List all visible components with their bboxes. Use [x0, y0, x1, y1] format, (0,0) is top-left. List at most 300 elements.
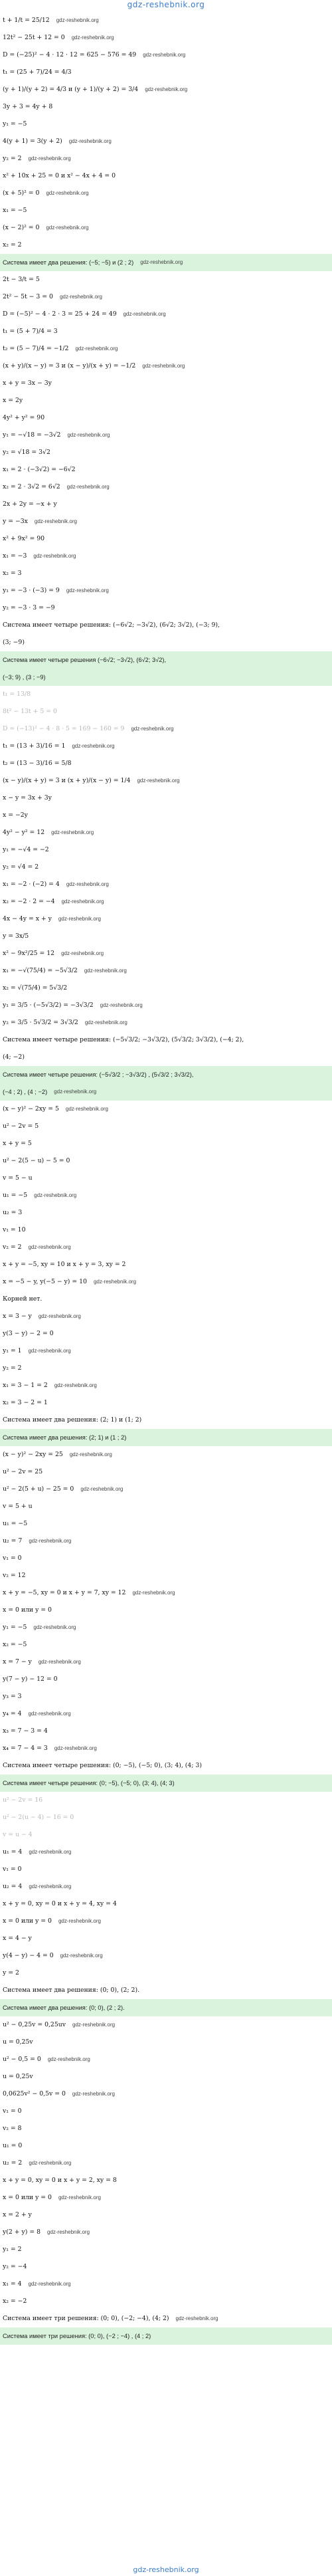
equation-line — [3, 29, 332, 47]
equation-line — [3, 1636, 332, 1654]
equation-text: y₁ = −√4 = −2 — [3, 846, 49, 853]
answer-text: Система имеет три решения: (0; 0), (−2 ; −4) , (4 ; 2) — [3, 2333, 151, 2339]
equation-line — [3, 1187, 332, 1204]
watermark: gdz-reshebnik.org — [54, 1382, 97, 1388]
equation-line — [3, 1394, 332, 1412]
equation-line — [3, 1533, 332, 1550]
equation-text: 0,0625v² − 0,5v = 0 — [3, 2090, 66, 2097]
watermark: gdz-reshebnik.org — [61, 899, 104, 905]
equation-line — [3, 2034, 332, 2051]
answer-line — [0, 1083, 332, 1101]
equation-text: y(3 − y) − 2 = 0 — [3, 1330, 54, 1337]
equation-text: u² − 2(u − 4) − 16 = 0 — [3, 1814, 74, 1821]
equation-text: t₂ = (13 − 3)/16 = 5/8 — [3, 760, 72, 767]
watermark: gdz-reshebnik.org — [67, 432, 110, 438]
answer-line — [0, 669, 332, 686]
watermark: gdz-reshebnik.org — [51, 829, 94, 835]
equation-line — [3, 1308, 332, 1325]
answer-text: (−4 ; 2) , (4 ; −2) — [3, 1089, 48, 1095]
watermark: gdz-reshebnik.org — [142, 363, 185, 369]
equation-text: x = 2y — [3, 397, 23, 404]
equation-text: t₁ = (13 + 3)/16 = 1 — [3, 742, 66, 750]
equation-line — [3, 1101, 332, 1118]
equation-line — [3, 772, 332, 790]
equation-text: x + y = −5, xy = 0 и x + y = 7, xy = 12 — [3, 1589, 126, 1596]
equation-line — [3, 323, 332, 340]
watermark: gdz-reshebnik.org — [33, 553, 76, 559]
equation-line — [3, 599, 332, 617]
watermark: gdz-reshebnik.org — [80, 1486, 124, 1492]
equation-line — [3, 2051, 332, 2068]
watermark: gdz-reshebnik.org — [65, 1106, 108, 1112]
equation-text: u² − 2v = 16 — [3, 1796, 43, 1804]
equation-text: u₁ = 4 — [3, 1848, 23, 1856]
equation-text: x = −5 − y, y(−5 − y) = 10 — [3, 1278, 87, 1285]
equation-text: Корней нет. — [3, 1295, 42, 1303]
equation-text: x + y = −5, xy = 10 и x + y = 3, xy = 2 — [3, 1261, 126, 1268]
equation-text: x₃ = 7 − 3 = 4 — [3, 1727, 48, 1735]
equation-text: u₁ = −5 — [3, 1192, 28, 1199]
equation-text: x₁ = −√(75/4) = −5√3/2 — [3, 967, 78, 974]
equation-line — [3, 1809, 332, 1826]
watermark: gdz-reshebnik.org — [84, 1020, 127, 1025]
equation-line — [3, 1671, 332, 1688]
equation-line — [3, 1239, 332, 1256]
equation-text: y₄ = 4 — [3, 1710, 22, 1717]
equation-text: x² + 10x + 25 = 0 и x² − 4x + 4 = 0 — [3, 172, 116, 179]
watermark: gdz-reshebnik.org — [61, 950, 104, 956]
equation-line — [3, 1982, 332, 1999]
equation-text: x = 2 + y — [3, 2211, 32, 2218]
equation-line — [3, 1792, 332, 1809]
answer-line — [0, 254, 332, 271]
answer-text: Система имеет два решения: (−5; −5) и (2 ; 2) — [3, 259, 134, 266]
watermark: gdz-reshebnik.org — [29, 1849, 72, 1855]
equation-line — [3, 790, 332, 807]
equation-text: x = 4 − y — [3, 1935, 32, 1942]
equation-text: u = 0,25v — [3, 2073, 33, 2080]
equation-line — [3, 1705, 332, 1723]
watermark: gdz-reshebnik.org — [66, 484, 110, 490]
equation-text: (x + y)/(x − y) = 3 и (x − y)/(x + y) = −1/2 — [3, 362, 136, 370]
equation-text: x₂ = 3 − 2 = 1 — [3, 1399, 48, 1406]
equation-line — [3, 1031, 332, 1049]
watermark: gdz-reshebnik.org — [60, 1953, 103, 1959]
watermark: gdz-reshebnik.org — [72, 743, 115, 749]
equation-text: x = 3 − y — [3, 1313, 32, 1320]
answer-text: Система имеет четыре решения: (−5√3/2 ; −3√3/2) , (5√3/2 ; 3√3/2), — [3, 1071, 194, 1078]
equation-line — [3, 2172, 332, 2189]
watermark: gdz-reshebnik.org — [123, 311, 166, 317]
equation-text: u = 0,25v — [3, 2038, 33, 2046]
equation-line — [3, 841, 332, 859]
equation-text: v = u − 4 — [3, 1831, 33, 1838]
equation-text: y = −3x — [3, 518, 28, 525]
watermark: gdz-reshebnik.org — [28, 1244, 71, 1250]
equation-line — [3, 1861, 332, 1878]
equation-text: Система имеет четыре решения: (−6√2; −3√2), (6√2; 3√2), (−3; 9), — [3, 621, 220, 629]
answer-line — [0, 1429, 332, 1446]
equation-text: x₂ = −5 — [3, 1641, 27, 1648]
equation-line — [3, 634, 332, 651]
watermark: gdz-reshebnik.org — [56, 17, 99, 23]
equation-line — [3, 1619, 332, 1636]
equation-line — [3, 64, 332, 81]
equation-text: y₁ = 1 — [3, 1347, 22, 1354]
equation-text: 12t² − 25t + 12 = 0 — [3, 34, 65, 41]
equation-line — [3, 962, 332, 980]
equation-line — [3, 1602, 332, 1619]
equation-text: Система имеет четыре решения: (0; −5), (−5; 0), (3; 4), (4; 3) — [3, 1762, 202, 1769]
watermark: gdz-reshebnik.org — [100, 1002, 143, 1008]
equation-line — [3, 1152, 332, 1170]
equation-text: Система имеет два решения: (2; 1) и (1; 2) — [3, 1416, 142, 1424]
equation-line — [3, 116, 332, 133]
watermark: gdz-reshebnik.org — [28, 1711, 71, 1717]
watermark: gdz-reshebnik.org — [46, 190, 89, 196]
equation-text: u₂ = 2 — [3, 2159, 23, 2167]
equation-line — [3, 185, 332, 202]
watermark: gdz-reshebnik.org — [58, 2195, 101, 2200]
equation-line — [3, 1135, 332, 1152]
watermark: gdz-reshebnik.org — [93, 1279, 137, 1285]
equation-line — [3, 720, 332, 738]
equation-line — [3, 2293, 332, 2310]
equation-line — [3, 893, 332, 911]
equation-line — [3, 2016, 332, 2034]
answer-line — [0, 1066, 332, 1083]
watermark: gdz-reshebnik.org — [28, 1348, 71, 1354]
equation-line — [3, 1550, 332, 1567]
equation-line — [3, 876, 332, 893]
equation-line — [3, 1049, 332, 1066]
equation-text: D = (−5)² − 4 · 2 · 3 = 25 + 24 = 49 — [3, 310, 117, 318]
equation-text: u² − 0,25v = 0,25uv — [3, 2021, 66, 2028]
equation-line — [3, 1204, 332, 1222]
watermark: gdz-reshebnik.org — [38, 1313, 81, 1319]
equation-line — [3, 1844, 332, 1861]
equation-text: x₁ = 2 · (−3√2) = −6√2 — [3, 466, 76, 473]
equation-text: y = 2 — [3, 1969, 19, 1977]
equation-text: x₂ = 2 — [3, 241, 22, 249]
equation-text: y₁ = −5 — [3, 1624, 27, 1631]
equation-line — [3, 2224, 332, 2241]
equation-line — [3, 1256, 332, 1273]
watermark: gdz-reshebnik.org — [66, 588, 109, 593]
equation-text: x² + 9x² = 90 — [3, 535, 45, 542]
watermark: gdz-reshebnik.org — [71, 35, 114, 41]
equation-line — [3, 1913, 332, 1930]
equation-line — [3, 1325, 332, 1342]
equation-line — [3, 530, 332, 548]
equation-text: v = 5 + u — [3, 1503, 33, 1510]
equation-line — [3, 2310, 332, 2327]
equation-line — [3, 1342, 332, 1360]
watermark: gdz-reshebnik.org — [84, 968, 127, 974]
watermark: gdz-reshebnik.org — [140, 259, 183, 265]
watermark: gdz-reshebnik.org — [132, 1590, 175, 1596]
equation-text: x₁ = 4 — [3, 2280, 22, 2288]
equation-text: x + y = 0, xy = 0 и x + y = 2, xy = 8 — [3, 2177, 117, 2184]
equation-text: 2t² − 5t − 3 = 0 — [3, 293, 53, 300]
equation-line — [3, 1498, 332, 1515]
equation-line — [3, 1481, 332, 1498]
equation-line — [3, 928, 332, 945]
equation-line — [3, 271, 332, 288]
equation-text: x₁ = −5 — [3, 207, 27, 214]
equation-line — [3, 1757, 332, 1774]
equation-line — [3, 2103, 332, 2120]
equation-line — [3, 461, 332, 479]
watermark: gdz-reshebnik.org — [54, 1745, 97, 1751]
equation-text: x₁ = −3 — [3, 552, 27, 560]
equation-line — [3, 479, 332, 496]
equation-line — [3, 1412, 332, 1429]
equation-line — [3, 1723, 332, 1740]
equation-text: v = 5 − u — [3, 1174, 33, 1182]
equation-text: y₂ = √4 = 2 — [3, 863, 39, 871]
equation-line — [3, 340, 332, 358]
equation-text: y₁ = 3/5 · (−5√3/2) = −3√3/2 — [3, 1002, 94, 1009]
answer-line — [0, 651, 332, 669]
watermark: gdz-reshebnik.org — [34, 1192, 77, 1198]
equation-line — [3, 1273, 332, 1291]
watermark: gdz-reshebnik.org — [143, 52, 186, 58]
equation-text: (x − 2)² = 0 — [3, 224, 40, 231]
equation-line — [3, 2068, 332, 2086]
equation-text: x = 0 или y = 0 — [3, 2194, 52, 2201]
answer-text: Система имеет четыре решения (−6√2; −3√2), (6√2; 3√2), — [3, 657, 167, 663]
equation-line — [3, 237, 332, 254]
equation-text: 4y² − y² = 12 — [3, 829, 45, 836]
watermark: gdz-reshebnik.org — [38, 1659, 81, 1665]
equation-text: u² − 2(5 − u) − 5 = 0 — [3, 1157, 70, 1164]
equation-text: x − y = 3x + 3y — [3, 794, 52, 802]
watermark: gdz-reshebnik.org — [47, 2056, 90, 2062]
answer-line — [0, 1774, 332, 1792]
watermark: gdz-reshebnik.org — [34, 518, 77, 524]
equation-text: x₄ = 7 − 4 = 3 — [3, 1745, 48, 1752]
equation-line — [3, 1947, 332, 1965]
equation-text: y₂ = −3 · 3 = −9 — [3, 604, 55, 611]
equation-line — [3, 81, 332, 98]
equation-text: x₂ = 3 — [3, 570, 22, 577]
equation-text: t₂ = (5 − 7)/4 = −1/2 — [3, 345, 69, 352]
equation-line — [3, 617, 332, 634]
equation-line — [3, 1584, 332, 1602]
equation-text: x₂ = −2 — [3, 2298, 27, 2305]
equation-text: y₃ = 3 — [3, 1693, 22, 1700]
equation-text: t₁ = (5 + 7)/4 = 3 — [3, 328, 58, 335]
watermark: gdz-reshebnik.org — [137, 778, 180, 784]
equation-text: u² − 2(5 + u) − 25 = 0 — [3, 1485, 74, 1493]
answer-line — [0, 1999, 332, 2016]
watermark: gdz-reshebnik.org — [29, 2160, 72, 2166]
equation-text: y = 3x/5 — [3, 932, 29, 940]
equation-line — [3, 1688, 332, 1705]
equation-line — [3, 824, 332, 841]
watermark: gdz-reshebnik.org — [58, 1918, 101, 1924]
equation-text: u² − 0,5 = 0 — [3, 2056, 41, 2063]
equation-line — [3, 1567, 332, 1584]
equation-text: v₁ = 10 — [3, 1226, 26, 1234]
equation-line — [3, 1360, 332, 1377]
equation-line — [3, 409, 332, 427]
equation-line — [3, 358, 332, 375]
equation-text: 8t² − 13t + 5 = 0 — [3, 708, 57, 715]
answer-text: Система имеет два решения: (2; 1) и (1 ; 2) — [3, 1434, 127, 1441]
watermark: gdz-reshebnik.org — [29, 1883, 72, 1889]
equation-text: v₁ = 0 — [3, 1555, 22, 1562]
equation-text: u₂ = 4 — [3, 1883, 23, 1890]
equation-text: y₁ = 2 — [3, 2246, 22, 2253]
equation-text: x = −2y — [3, 811, 28, 819]
equation-line — [3, 945, 332, 962]
equation-text: x₁ = 3 − 1 = 2 — [3, 1382, 48, 1389]
equation-text: x₂ = −2 · 2 = −4 — [3, 898, 55, 905]
equation-line — [3, 1118, 332, 1135]
equation-text: x + y = 3x − 3y — [3, 379, 52, 387]
equation-line — [3, 219, 332, 237]
equation-text: x₂ = 2 · 3√2 = 6√2 — [3, 483, 60, 490]
watermark: gdz-reshebnik.org — [145, 86, 188, 92]
equation-line — [3, 686, 332, 703]
equation-text: y(2 + y) = 8 — [3, 2228, 41, 2236]
watermark: gdz-reshebnik.org — [29, 1538, 72, 1544]
equation-text: u₁ = −5 — [3, 1520, 28, 1527]
equation-line — [3, 1222, 332, 1239]
equation-line — [3, 755, 332, 772]
equation-text: x₂ = √(75/4) = 5√3/2 — [3, 984, 68, 992]
equation-text: D = (−13)² − 4 · 8 · 5 = 169 − 160 = 9 — [3, 725, 125, 732]
equation-line — [3, 1878, 332, 1895]
watermark: gdz-reshebnik.org — [59, 294, 103, 300]
equation-line — [3, 703, 332, 720]
equation-line — [3, 997, 332, 1014]
equation-line — [3, 1965, 332, 1982]
equation-text: (x − y)² − 2xy = 5 — [3, 1105, 59, 1113]
equation-text: Система имеет два решения: (0; 0), (2; 2). — [3, 1986, 140, 1994]
watermark: gdz-reshebnik.org — [175, 2315, 218, 2321]
equation-line — [3, 444, 332, 461]
equation-line — [3, 2189, 332, 2206]
watermark: gdz-reshebnik.org — [72, 2091, 115, 2097]
equation-text: v₂ = 12 — [3, 1572, 26, 1579]
equation-text: (x + 5)² = 0 — [3, 189, 40, 197]
site-logo-header[interactable]: gdz-reshebnik.org — [127, 0, 205, 9]
equation-text: y₂ = √18 = 3√2 — [3, 449, 50, 456]
equation-text: x + y = 5 — [3, 1140, 32, 1147]
watermark: gdz-reshebnik.org — [54, 1089, 97, 1095]
watermark: gdz-reshebnik.org — [28, 2281, 71, 2287]
equation-text: x = 7 − y — [3, 1658, 32, 1665]
equation-line — [3, 133, 332, 150]
equation-line — [3, 1377, 332, 1394]
equation-line — [3, 1930, 332, 1947]
equation-text: (4; −2) — [3, 1053, 25, 1061]
equation-text: v₂ = 8 — [3, 2125, 22, 2132]
equation-line — [3, 306, 332, 323]
equation-text: 4x − 4y = x + y — [3, 915, 52, 922]
equation-text: t + 1/t = 25/12 — [3, 17, 50, 24]
watermark: gdz-reshebnik.org — [66, 881, 109, 887]
equation-text: t₁ = (25 + 7)/24 = 4/3 — [3, 68, 72, 76]
watermark: gdz-reshebnik.org — [58, 916, 101, 922]
equation-line — [3, 1170, 332, 1187]
equation-line — [3, 911, 332, 928]
answer-text: Система имеет четыре решения: (0; −5), (−5; 0), (3; 4), (4; 3) — [3, 1780, 175, 1786]
equation-line — [3, 1515, 332, 1533]
equation-line — [3, 288, 332, 306]
answer-line — [0, 2327, 332, 2345]
equation-text: 4y² + y² = 90 — [3, 414, 45, 421]
equation-text: 3y + 3 = 4y + 8 — [3, 103, 53, 110]
watermark: gdz-reshebnik.org — [69, 1451, 112, 1457]
equation-line — [3, 1826, 332, 1844]
equation-line — [3, 807, 332, 824]
equation-text: y₁ = −5 — [3, 120, 27, 128]
watermark: gdz-reshebnik.org — [75, 346, 118, 352]
equation-line — [3, 565, 332, 582]
equation-line — [3, 202, 332, 219]
equation-line — [3, 582, 332, 599]
equation-text: y₂ = 2 — [3, 155, 22, 162]
equation-line — [3, 859, 332, 876]
equation-line — [3, 548, 332, 565]
equation-line — [3, 1895, 332, 1913]
equation-text: y(7 − y) − 12 = 0 — [3, 1675, 58, 1683]
equation-line — [3, 2120, 332, 2137]
equation-text: u₂ = 7 — [3, 1537, 23, 1545]
watermark: gdz-reshebnik.org — [131, 726, 174, 732]
equation-line — [3, 1446, 332, 1463]
equation-text: u² − 2v = 25 — [3, 1468, 43, 1475]
equation-text: D = (−25)² − 4 · 12 · 12 = 625 − 576 = 49 — [3, 51, 137, 58]
equation-line — [3, 375, 332, 392]
watermark: gdz-reshebnik.org — [72, 2022, 116, 2028]
equation-line — [3, 47, 332, 64]
equation-text: x + y = 0, xy = 0 и x + y = 4, xy = 4 — [3, 1900, 117, 1907]
equation-line — [3, 150, 332, 167]
equation-line — [3, 1463, 332, 1481]
equation-text: (x − y)/(x + y) = 3 и (x + y)/(x − y) = 1/4 — [3, 777, 131, 784]
equation-text: x₁ = −2 · (−2) = 4 — [3, 881, 60, 888]
equation-text: y₁ = −√18 = −3√2 — [3, 431, 61, 439]
watermark: gdz-reshebnik.org — [47, 2229, 90, 2235]
equation-line — [3, 98, 332, 116]
equation-line — [3, 2206, 332, 2224]
equation-text: y₂ = −4 — [3, 2263, 27, 2270]
equation-text: y(4 − y) − 4 = 0 — [3, 1952, 54, 1959]
site-logo-footer[interactable]: gdz-reshebnik.org — [133, 2565, 199, 2574]
watermark: gdz-reshebnik.org — [28, 156, 71, 161]
watermark: gdz-reshebnik.org — [46, 225, 89, 231]
equation-line — [3, 2258, 332, 2276]
equation-line — [3, 2155, 332, 2172]
equation-text: u₁ = 0 — [3, 2142, 23, 2149]
equation-text: 4(y + 1) = 3(y + 2) — [3, 138, 62, 145]
equation-text: v₁ = 0 — [3, 2107, 22, 2115]
answer-text: Система имеет два решения: (0; 0), (2 ; 2). — [3, 2004, 125, 2011]
equation-text: Система имеет четыре решения: (−5√3/2; −3√3/2), (5√3/2; 3√3/2), (−4; 2), — [3, 1036, 244, 1043]
equation-text: u² − 2v = 5 — [3, 1123, 39, 1130]
answer-text: (−3; 9) , (3 ; −9) — [3, 674, 46, 681]
equation-line — [3, 738, 332, 755]
equation-line — [3, 1654, 332, 1671]
equation-line — [3, 2137, 332, 2155]
watermark: gdz-reshebnik.org — [68, 138, 112, 144]
equation-text: 2t − 3/t = 5 — [3, 276, 40, 283]
